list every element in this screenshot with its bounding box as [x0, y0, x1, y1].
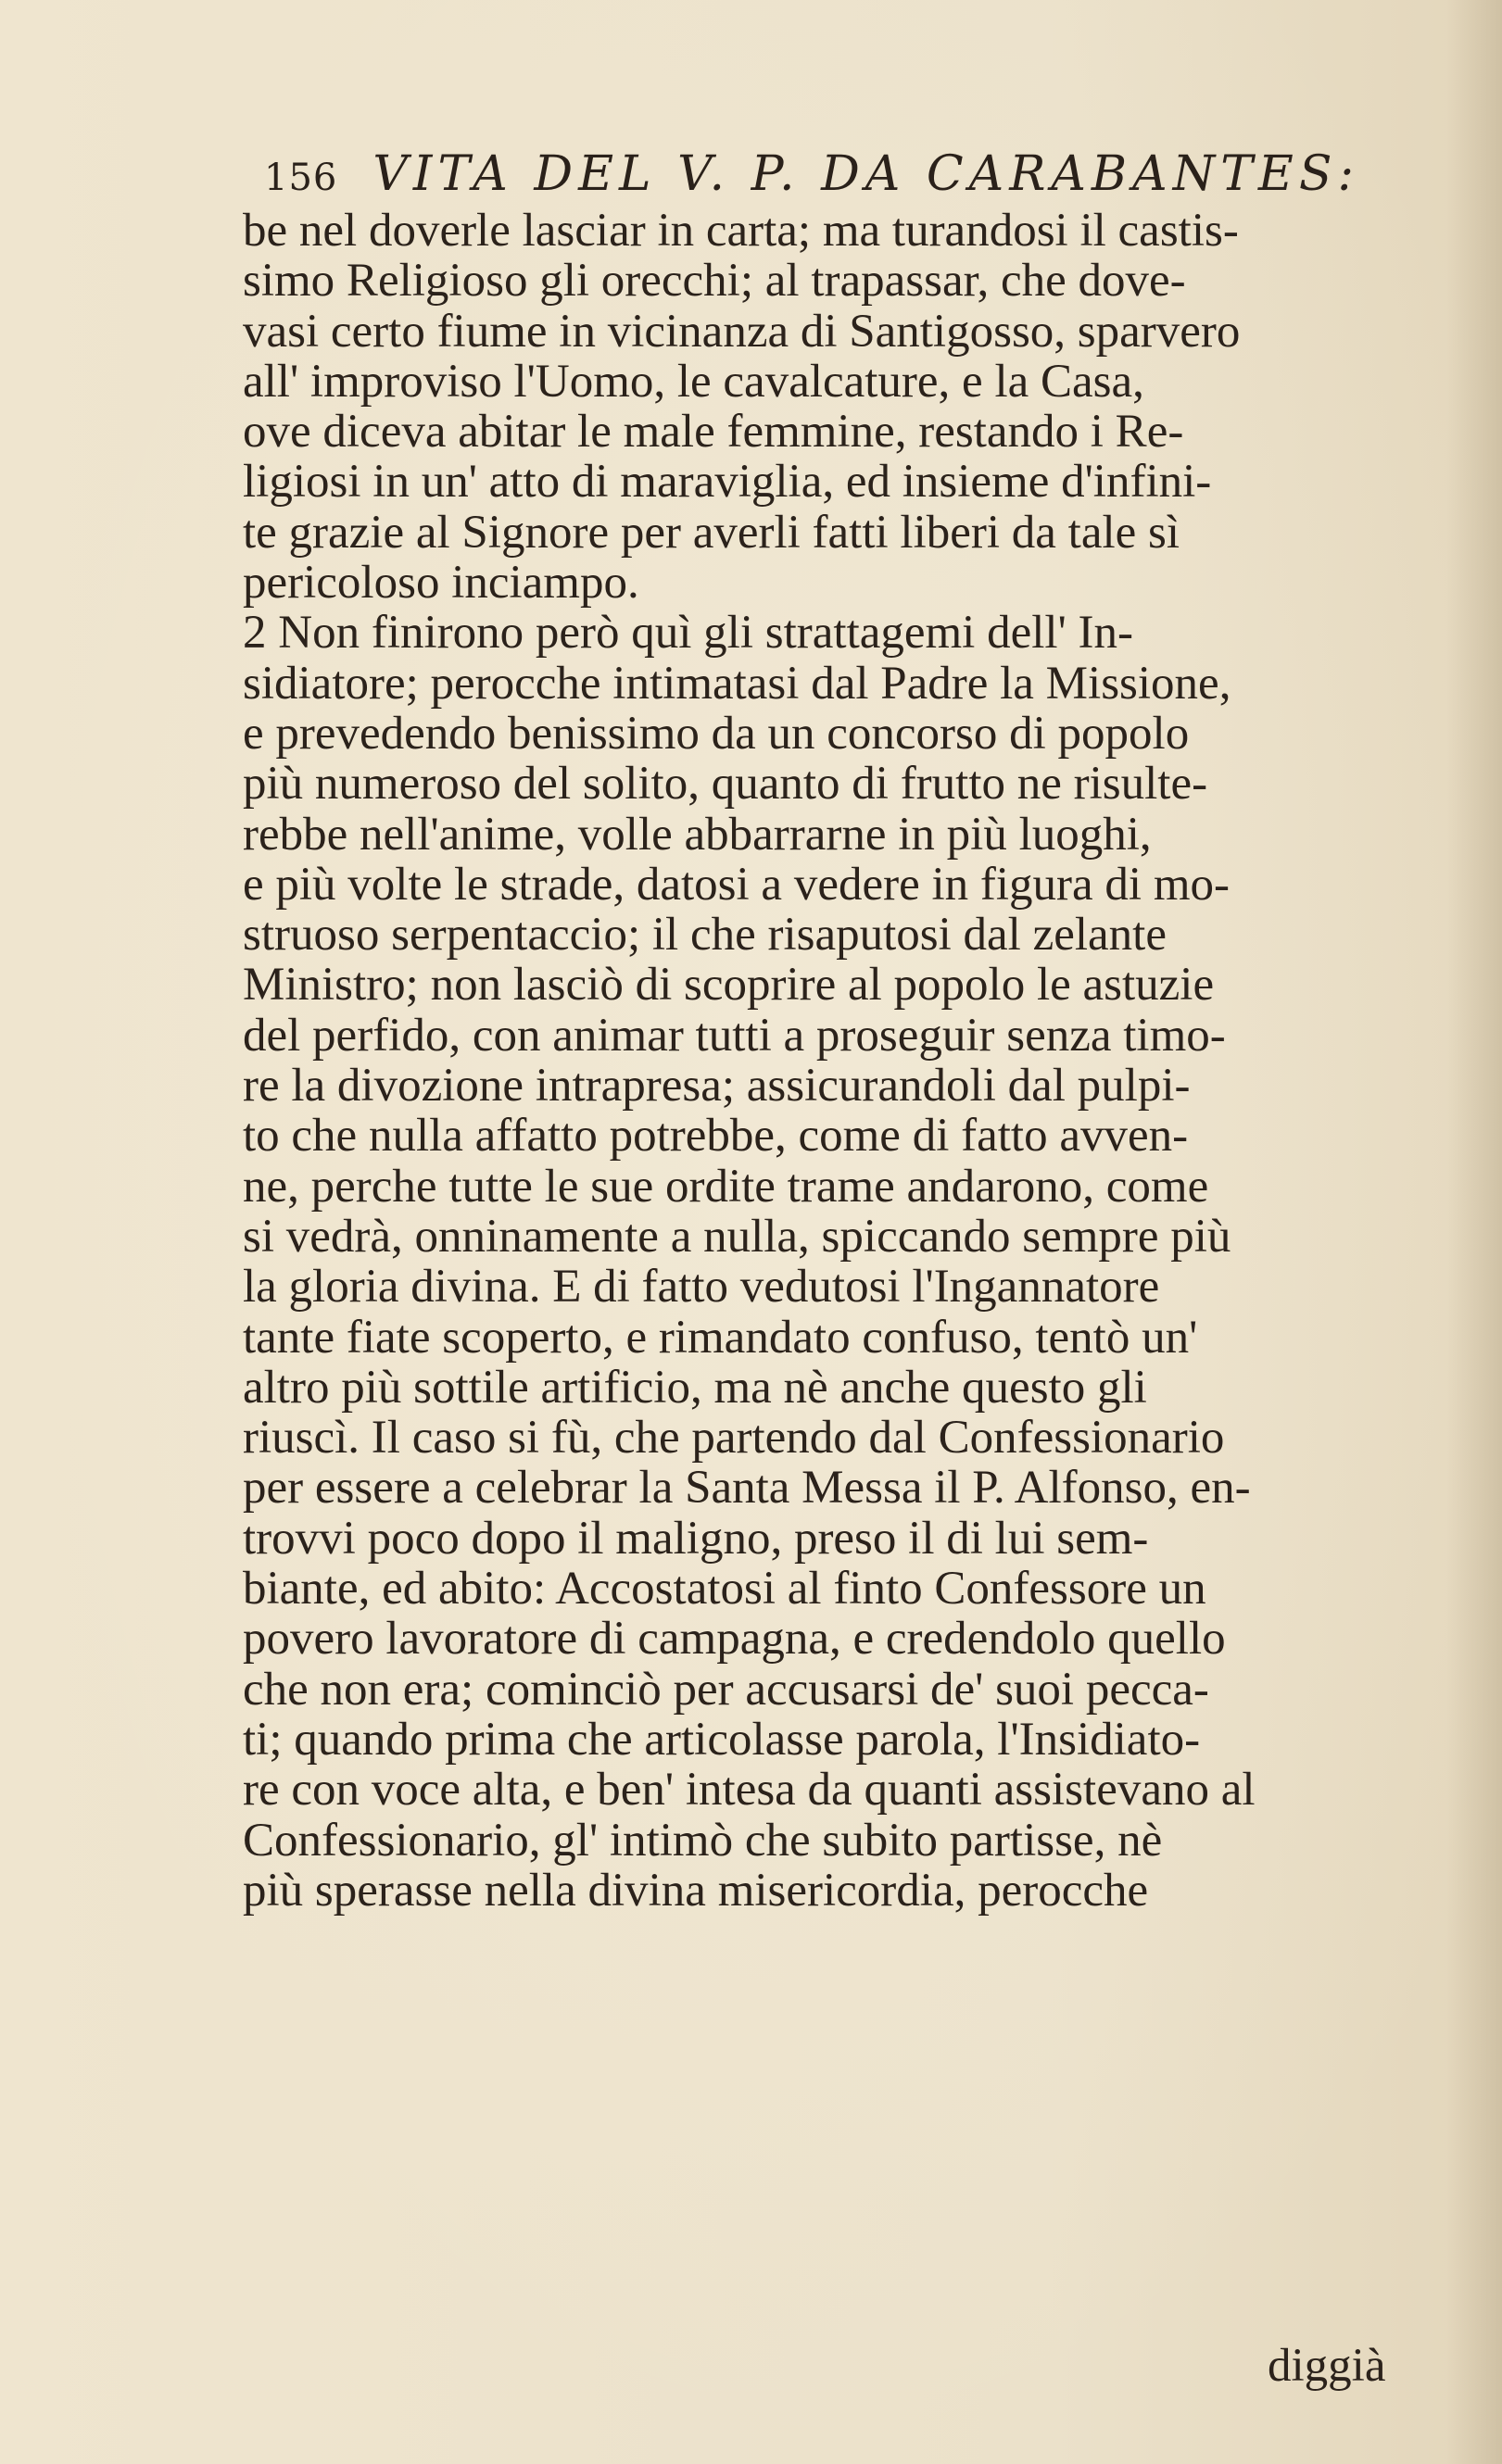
- page-number: 156: [264, 157, 338, 199]
- text-line: che non era; cominciò per accusarsi de' suoi pecca-: [243, 1663, 1209, 1716]
- text-line: ti; quando prima che articolasse parola, l'Insidiato-: [243, 1713, 1201, 1766]
- body-text: [243, 206, 1502, 1916]
- text-line: Confessionario, gl' intimò che subito partisse, nè: [243, 1814, 1163, 1867]
- text-line: struoso serpentaccio; il che risaputosi dal zelante: [243, 909, 1167, 962]
- text-line: vasi certo fiume in vicinanza di Santigosso, sparvero: [243, 305, 1241, 358]
- text-line: pericoloso inciampo.: [243, 557, 639, 610]
- text-line: si vedrà, onninamente a nulla, spiccando sempre più: [243, 1210, 1231, 1263]
- text-line: all' improviso l'Uomo, le cavalcature, e la Casa,: [243, 355, 1144, 408]
- running-head: VITA DEL V. P. DA CARABANTES:: [372, 146, 1359, 202]
- text-line: povero lavoratore di campagna, e credendolo quello: [243, 1613, 1226, 1666]
- text-line: sidiatore; perocche intimatasi dal Padre la Missione,: [243, 657, 1231, 710]
- text-line: e prevedendo benissimo da un concorso di popolo: [243, 707, 1190, 760]
- text-line: altro più sottile artificio, ma nè anche questo gli: [243, 1361, 1147, 1414]
- text-line: ligiosi in un' atto di maraviglia, ed insieme d'infini-: [243, 456, 1212, 509]
- text-line: 2 Non finirono però quì gli strattagemi dell' In-: [243, 607, 1133, 660]
- text-line: e più volte le strade, datosi a vedere in figura di mo-: [243, 858, 1230, 911]
- text-line: to che nulla affatto potrebbe, come di fatto avven-: [243, 1110, 1189, 1163]
- text-line: simo Religioso gli orecchi; al trapassar, che dove-: [243, 255, 1186, 308]
- text-line: la gloria divina. E di fatto vedutosi l'Ingannatore: [243, 1261, 1160, 1314]
- catchword: diggià: [1268, 2340, 1386, 2392]
- text-line: tante fiate scoperto, e rimandato confuso, tentò un': [243, 1311, 1198, 1364]
- text-line: be nel doverle lasciar in carta; ma turandosi il castis-: [243, 205, 1239, 257]
- text-line: più numeroso del solito, quanto di frutto ne risulte-: [243, 758, 1208, 811]
- text-line: ove diceva abitar le male femmine, restando i Re-: [243, 406, 1184, 459]
- text-line: trovvi poco dopo il maligno, preso il di lui sem-: [243, 1512, 1149, 1565]
- page-header: [264, 146, 1478, 202]
- text-line: del perfido, con animar tutti a proseguir senza timo-: [243, 1009, 1226, 1062]
- text-line: te grazie al Signore per averli fatti liberi da tale sì: [243, 506, 1180, 559]
- text-line: più sperasse nella divina misericordia, perocche: [243, 1864, 1149, 1917]
- text-line: re la divozione intrapresa; assicurandoli dal pulpi-: [243, 1060, 1191, 1113]
- text-line: re con voce alta, e ben' intesa da quanti assistevano al: [243, 1764, 1256, 1817]
- text-line: riuscì. Il caso si fù, che partendo dal Confessionario: [243, 1412, 1225, 1465]
- text-line: Ministro; non lasciò di scoprire al popolo le astuzie: [243, 959, 1215, 1012]
- text-line: rebbe nell'anime, volle abbarrarne in più luoghi,: [243, 808, 1152, 861]
- text-line: ne, perche tutte le sue ordite trame andarono, come: [243, 1160, 1209, 1213]
- text-line: per essere a celebrar la Santa Messa il P. Alfonso, en-: [243, 1462, 1251, 1515]
- text-line: biante, ed abito: Accostatosi al finto Confessore un: [243, 1563, 1206, 1615]
